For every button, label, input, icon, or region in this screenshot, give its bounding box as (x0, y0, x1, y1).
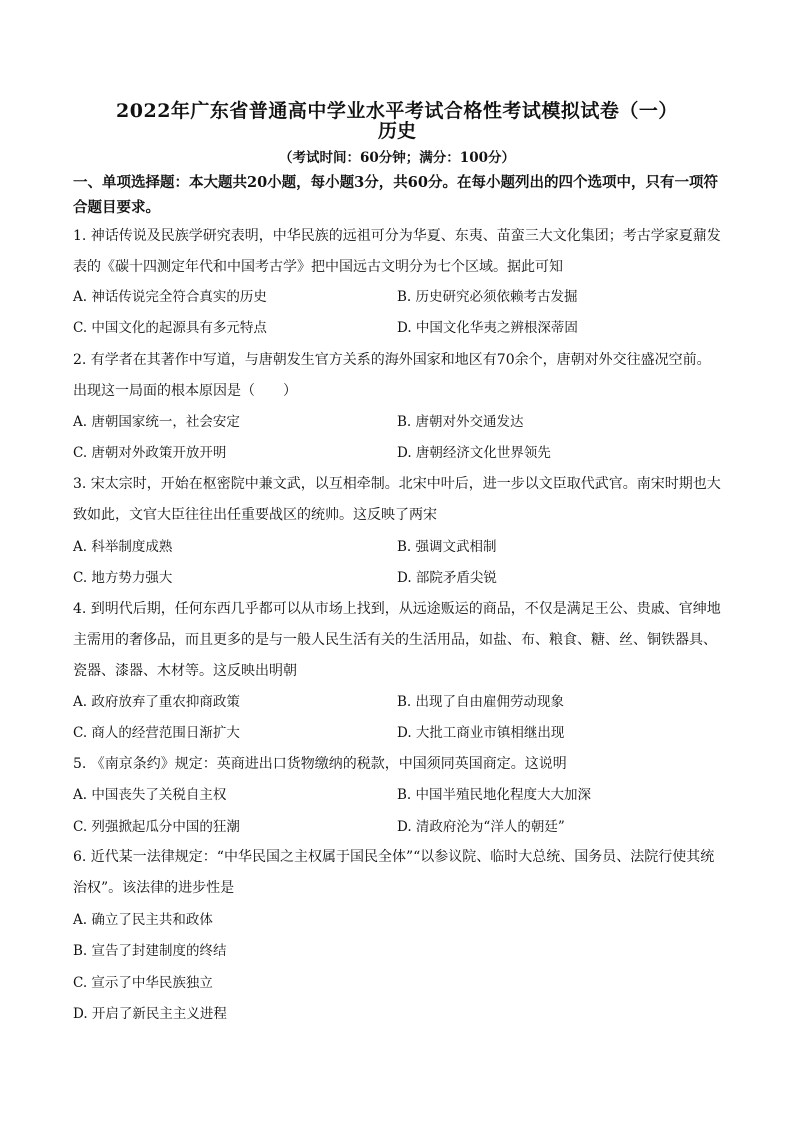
question-3-option-a[interactable]: A. 科举制度成熟 (73, 539, 173, 555)
question-4-stem: 4. 到明代后期，任何东西几乎都可以从市场上找到，从远途贩运的商品，不仅是满足王公、贵戚、官绅地主需用的奢侈品，而且更多的是与一般人民生活有关的生活用品，如盐、布、粮食、糖、丝、铜铁器具、瓷器、漆器、木材等。这反映出明朝 (73, 601, 721, 679)
section-heading: 一、单项选择题：本大题共20小题，每小题3分，共60分。在每小题列出的四个选项中，只有一项符合题目要求。 (73, 174, 718, 216)
question-1-option-b[interactable]: B. 历史研究必须依赖考古发掘 (397, 289, 578, 305)
question-2-stem: 2. 有学者在其著作中写道，与唐朝发生官方关系的海外国家和地区有70余个，唐朝对外交往盛况空前。出现这一局面的根本原因是（ ） (73, 352, 711, 399)
question-3-option-d[interactable]: D. 部院矛盾尖锐 (397, 570, 497, 586)
question-5-option-b[interactable]: B. 中国半殖民地化程度大大加深 (397, 787, 592, 803)
question-2-option-a[interactable]: A. 唐朝国家统一，社会安定 (73, 414, 240, 430)
question-4-option-b[interactable]: B. 出现了自由雇佣劳动现象 (397, 694, 565, 710)
question-4-option-d[interactable]: D. 大批工商业市镇相继出现 (397, 725, 565, 741)
subject-title: 历史 (377, 120, 416, 142)
question-3-option-b[interactable]: B. 强调文武相制 (397, 539, 497, 555)
question-4-option-a[interactable]: A. 政府放弃了重农抑商政策 (73, 694, 240, 710)
question-4-option-c[interactable]: C. 商人的经营范围日渐扩大 (73, 725, 240, 741)
question-5-option-c[interactable]: C. 列强掀起瓜分中国的狂潮 (73, 819, 240, 835)
question-6-option-a[interactable]: A. 确立了民主共和政体 (73, 912, 213, 928)
question-6-option-d[interactable]: D. 开启了新民主主义进程 (73, 1006, 227, 1022)
question-2-option-c[interactable]: C. 唐朝对外政策开放开明 (73, 445, 227, 461)
question-6-option-b[interactable]: B. 宣告了封建制度的终结 (73, 943, 227, 959)
question-6-option-c[interactable]: C. 宣示了中华民族独立 (73, 975, 213, 991)
exam-title: 2022年广东省普通高中学业水平考试合格性考试模拟试卷（一） (116, 100, 678, 122)
question-1-stem: 1. 神话传说及民族学研究表明，中华民族的远祖可分为华夏、东夷、苗蛮三大文化集团；考古学家夏鼐发表的《碳十四测定年代和中国考古学》把中国远古文明分为七个区域。据此可知 (73, 228, 721, 275)
question-1-option-a[interactable]: A. 神话传说完全符合真实的历史 (73, 289, 267, 305)
question-3-option-c[interactable]: C. 地方势力强大 (73, 570, 173, 586)
question-1-option-c[interactable]: C. 中国文化的起源具有多元特点 (73, 320, 267, 336)
question-3-stem: 3. 宋太宗时，开始在枢密院中兼文武，以互相牵制。北宋中叶后，进一步以文臣取代武官。南宋时期也大致如此，文官大臣往往出任重要战区的统帅。这反映了两宋 (73, 476, 721, 523)
question-5-option-d[interactable]: D. 清政府沦为“洋人的朝廷” (397, 819, 565, 835)
question-5-stem: 5. 《南京条约》规定：英商进出口货物缴纳的税款，中国须同英国商定。这说明 (73, 756, 567, 772)
question-2-option-d[interactable]: D. 唐朝经济文化世界领先 (397, 445, 551, 461)
exam-info: （考试时间：60分钟；满分：100分） (279, 150, 515, 166)
question-6-stem: 6. 近代某一法律规定：“中华民国之主权属于国民全体”“以参议院、临时大总统、国务员、法院行使其统治权”。该法律的进步性是 (73, 849, 715, 896)
question-1-option-d[interactable]: D. 中国文化华夷之辨根深蒂固 (397, 320, 578, 336)
question-2-option-b[interactable]: B. 唐朝对外交通发达 (397, 414, 524, 430)
question-5-option-a[interactable]: A. 中国丧失了关税自主权 (73, 787, 227, 803)
